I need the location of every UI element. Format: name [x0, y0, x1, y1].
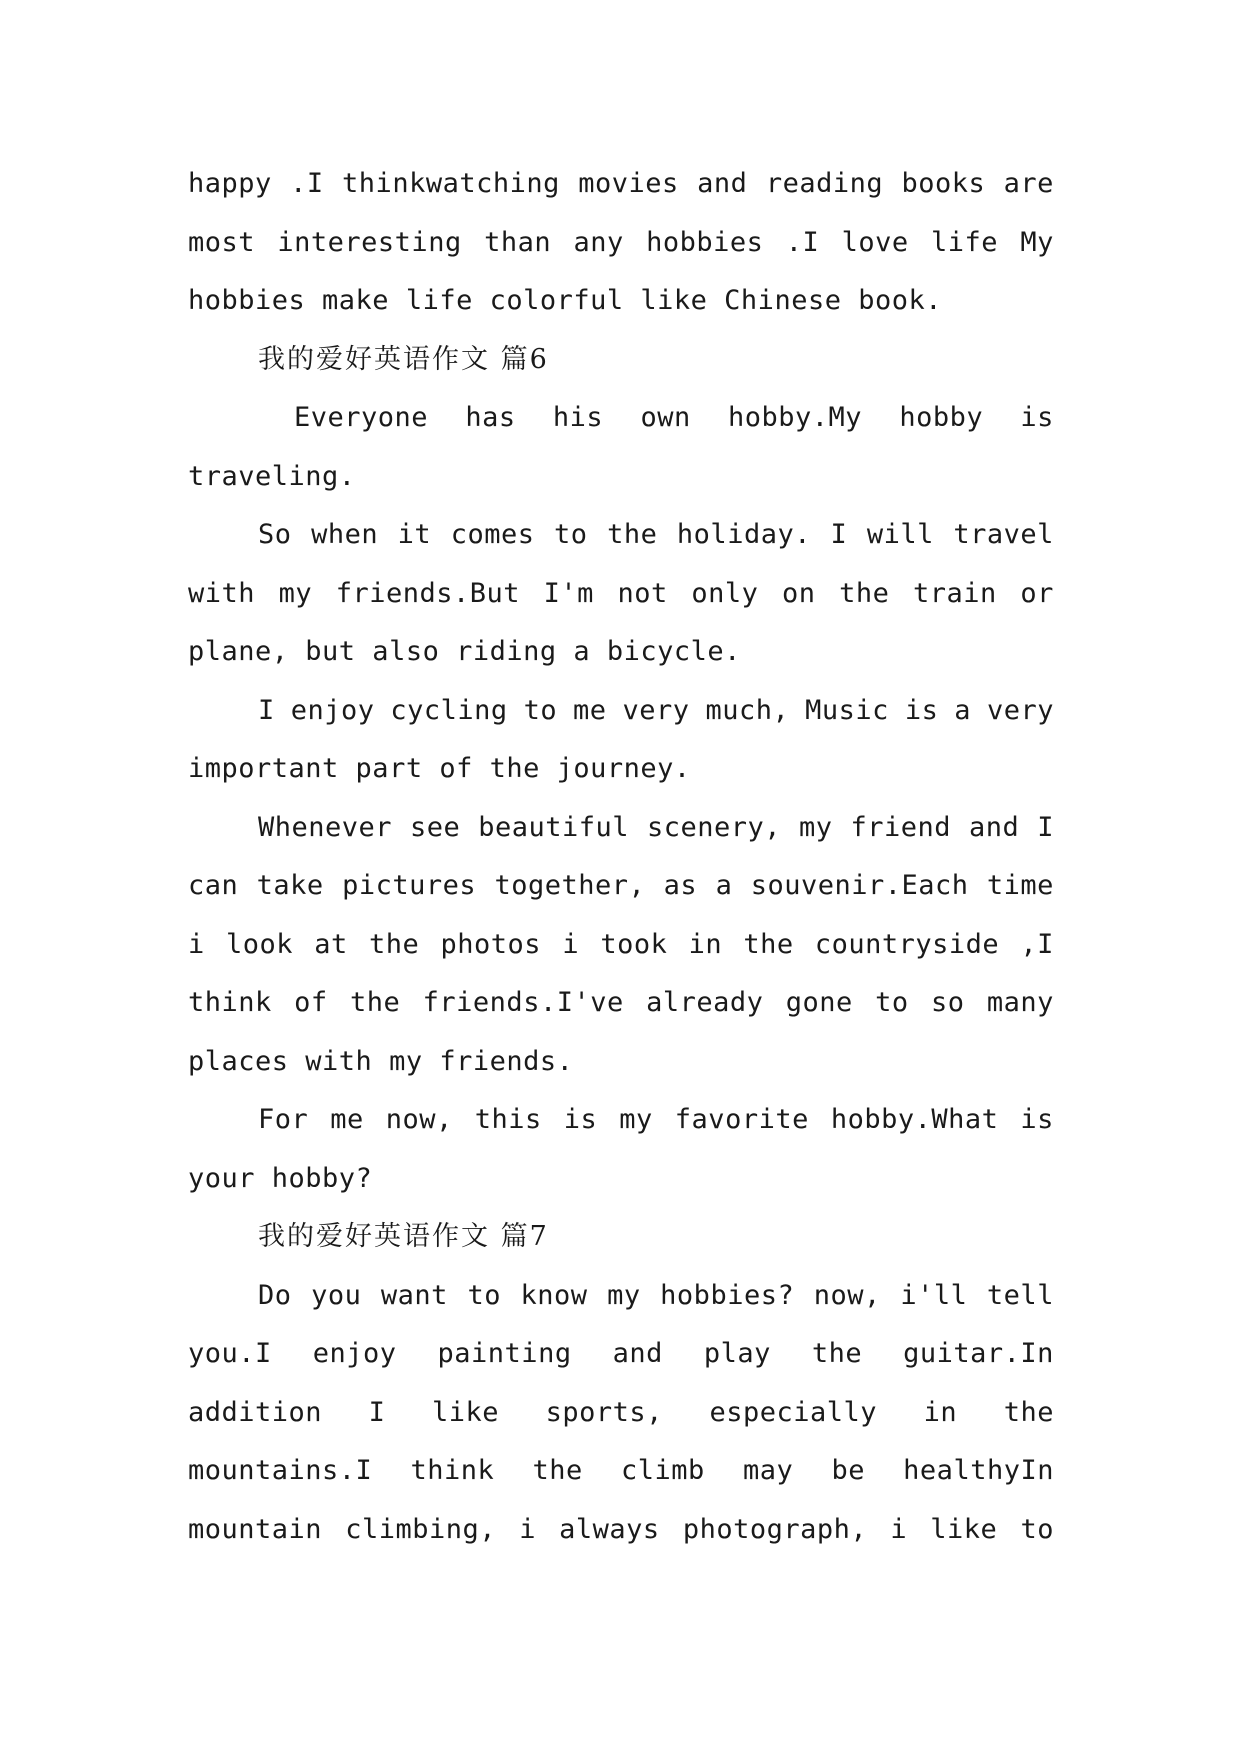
- word: train: [913, 577, 997, 609]
- word: interesting: [277, 226, 462, 258]
- word: thinkwatching: [342, 168, 560, 199]
- word: this: [474, 1104, 542, 1135]
- word: i: [890, 1513, 908, 1545]
- word: has: [465, 402, 516, 433]
- word: look: [226, 928, 294, 960]
- word: books: [901, 168, 986, 199]
- word: is: [904, 694, 939, 726]
- word: the: [743, 928, 794, 960]
- word: Do: [258, 1279, 292, 1311]
- word: gone: [785, 987, 853, 1018]
- word: or: [1020, 577, 1054, 609]
- text-line: [188, 857, 1054, 916]
- word: friends.I've: [422, 987, 624, 1018]
- word: is: [1020, 402, 1054, 433]
- word: Music: [805, 694, 889, 726]
- word: much,: [705, 694, 790, 726]
- word: and: [697, 168, 748, 199]
- word: when: [311, 519, 379, 550]
- word: is: [563, 1104, 598, 1135]
- word: countryside: [814, 928, 1000, 960]
- text-line: [188, 155, 1054, 214]
- word: favorite: [674, 1104, 809, 1135]
- word: so: [931, 987, 965, 1018]
- word: sports,: [545, 1396, 663, 1428]
- word: I: [830, 519, 848, 550]
- word: his: [552, 402, 604, 433]
- word: reading: [765, 168, 884, 199]
- word: very: [622, 694, 690, 726]
- word: I: [1037, 811, 1054, 843]
- text-line: your hobby?: [188, 1162, 373, 1194]
- word: i: [562, 928, 580, 960]
- text-line: important part of the journey.: [188, 753, 691, 784]
- word: painting: [437, 1338, 572, 1369]
- word: now,: [385, 1104, 453, 1135]
- word: scenery,: [647, 811, 782, 843]
- word: i: [188, 928, 205, 960]
- word: love: [841, 226, 909, 258]
- text-line: traveling.: [188, 460, 356, 492]
- word: and: [968, 811, 1020, 843]
- word: and: [612, 1338, 663, 1369]
- word: very: [986, 694, 1054, 726]
- word: For: [258, 1104, 309, 1135]
- word: only: [691, 577, 759, 609]
- word: time: [986, 870, 1054, 901]
- word: mountains.I: [188, 1455, 373, 1486]
- word: in: [688, 928, 723, 960]
- word: my: [799, 811, 833, 843]
- word: guitar.In: [903, 1338, 1054, 1369]
- text-line: [188, 565, 1054, 624]
- word: can: [188, 870, 239, 901]
- word: photograph,: [682, 1513, 868, 1545]
- word: the: [532, 1455, 583, 1486]
- word: happy: [188, 168, 272, 199]
- word: may: [742, 1455, 794, 1486]
- text-line: [188, 916, 1054, 975]
- word: like: [930, 1513, 998, 1545]
- word: the: [350, 987, 401, 1018]
- text-line: [188, 1325, 1054, 1384]
- word: you.I: [188, 1338, 272, 1369]
- section-heading: 我的爱好英语作文 篇6: [258, 343, 549, 375]
- word: friend: [850, 811, 952, 843]
- word: of: [294, 987, 328, 1018]
- word: life: [931, 226, 999, 258]
- word: pictures: [342, 870, 477, 901]
- word: ,I: [1020, 928, 1054, 960]
- word: to: [467, 1279, 501, 1311]
- word: many: [986, 987, 1054, 1018]
- word: together,: [494, 870, 646, 901]
- word: already: [646, 987, 764, 1018]
- word: think: [188, 987, 272, 1018]
- word: take: [256, 870, 324, 901]
- word: souvenir.Each: [750, 870, 969, 901]
- word: addition: [188, 1396, 323, 1428]
- word: .I: [785, 226, 820, 258]
- word: to: [875, 987, 909, 1018]
- word: travel: [953, 519, 1054, 550]
- text-line: [188, 1384, 1054, 1443]
- word: a: [715, 870, 733, 901]
- word: the: [369, 928, 420, 960]
- word: my: [278, 577, 313, 609]
- word: tell: [986, 1279, 1054, 1311]
- word: cycling: [390, 694, 508, 726]
- word: my: [607, 1279, 641, 1311]
- word: So: [258, 519, 292, 550]
- word: My: [1020, 226, 1054, 258]
- text-line: plane, but also riding a bicycle.: [188, 636, 741, 667]
- word: any: [573, 226, 624, 258]
- word: a: [954, 694, 972, 726]
- word: to: [523, 694, 558, 726]
- word: I: [368, 1396, 386, 1428]
- text-line: [188, 974, 1054, 1033]
- word: took: [600, 928, 668, 960]
- word: always: [559, 1513, 660, 1545]
- word: comes: [450, 519, 535, 550]
- text-line: [188, 1267, 1054, 1326]
- text-line: [188, 1442, 1054, 1501]
- word: to: [554, 519, 588, 550]
- word: see: [410, 811, 461, 843]
- word: hobbies?: [660, 1279, 795, 1311]
- word: i'll: [900, 1279, 968, 1311]
- word: play: [703, 1338, 771, 1369]
- word: are: [1003, 168, 1054, 199]
- word: me: [330, 1104, 364, 1135]
- word: most: [188, 226, 256, 258]
- text-line: [188, 506, 1054, 565]
- word: the: [811, 1338, 863, 1369]
- word: in: [923, 1396, 958, 1428]
- text-line: hobbies make life colorful like Chinese book.: [188, 285, 942, 316]
- text-line: [188, 682, 1054, 741]
- word: hobby: [899, 402, 984, 433]
- word: friends.But: [335, 577, 521, 609]
- text-line: [188, 1501, 1054, 1560]
- word: healthyIn: [903, 1455, 1054, 1486]
- word: the: [1003, 1396, 1054, 1428]
- word: as: [663, 870, 698, 901]
- word: than: [484, 226, 552, 258]
- word: will: [866, 519, 934, 550]
- essay-body: [188, 155, 1054, 1559]
- word: hobby.My: [728, 402, 863, 433]
- word: especially: [709, 1396, 878, 1428]
- text-line: [188, 799, 1054, 858]
- word: Everyone: [294, 402, 429, 433]
- word: beautiful: [478, 811, 630, 843]
- word: mountain: [188, 1513, 323, 1545]
- word: now,: [813, 1279, 881, 1311]
- word: climb: [620, 1455, 705, 1486]
- word: hobbies: [646, 226, 764, 258]
- text-line: [188, 214, 1054, 273]
- word: you: [311, 1279, 362, 1311]
- word: be: [831, 1455, 865, 1486]
- word: I'm: [543, 577, 594, 609]
- text-line: [188, 1091, 1054, 1150]
- word: to: [1020, 1513, 1054, 1545]
- word: holiday.: [676, 519, 811, 550]
- word: the: [607, 519, 658, 550]
- word: enjoy: [290, 694, 375, 726]
- word: at: [314, 928, 348, 960]
- word: me: [573, 694, 607, 726]
- word: photos: [440, 928, 542, 960]
- word: the: [839, 577, 890, 609]
- word: Whenever: [258, 811, 393, 843]
- word: want: [380, 1279, 448, 1311]
- word: own: [640, 402, 691, 433]
- word: know: [520, 1279, 588, 1311]
- text-line: [188, 389, 1054, 448]
- section-heading: 我的爱好英语作文 篇7: [258, 1221, 549, 1252]
- word: I: [258, 694, 275, 726]
- word: it: [397, 519, 432, 550]
- word: i: [519, 1513, 536, 1545]
- word: is: [1020, 1104, 1054, 1135]
- word: climbing,: [345, 1513, 497, 1545]
- text-line: places with my friends.: [188, 1045, 574, 1077]
- word: not: [617, 577, 668, 609]
- word: my: [619, 1104, 653, 1135]
- word: with: [188, 577, 256, 609]
- word: movies: [578, 168, 679, 199]
- word: enjoy: [312, 1338, 397, 1369]
- word: think: [410, 1455, 495, 1486]
- word: like: [431, 1396, 499, 1428]
- word: .I: [290, 168, 324, 199]
- word: hobby.What: [830, 1104, 999, 1135]
- word: on: [782, 577, 816, 609]
